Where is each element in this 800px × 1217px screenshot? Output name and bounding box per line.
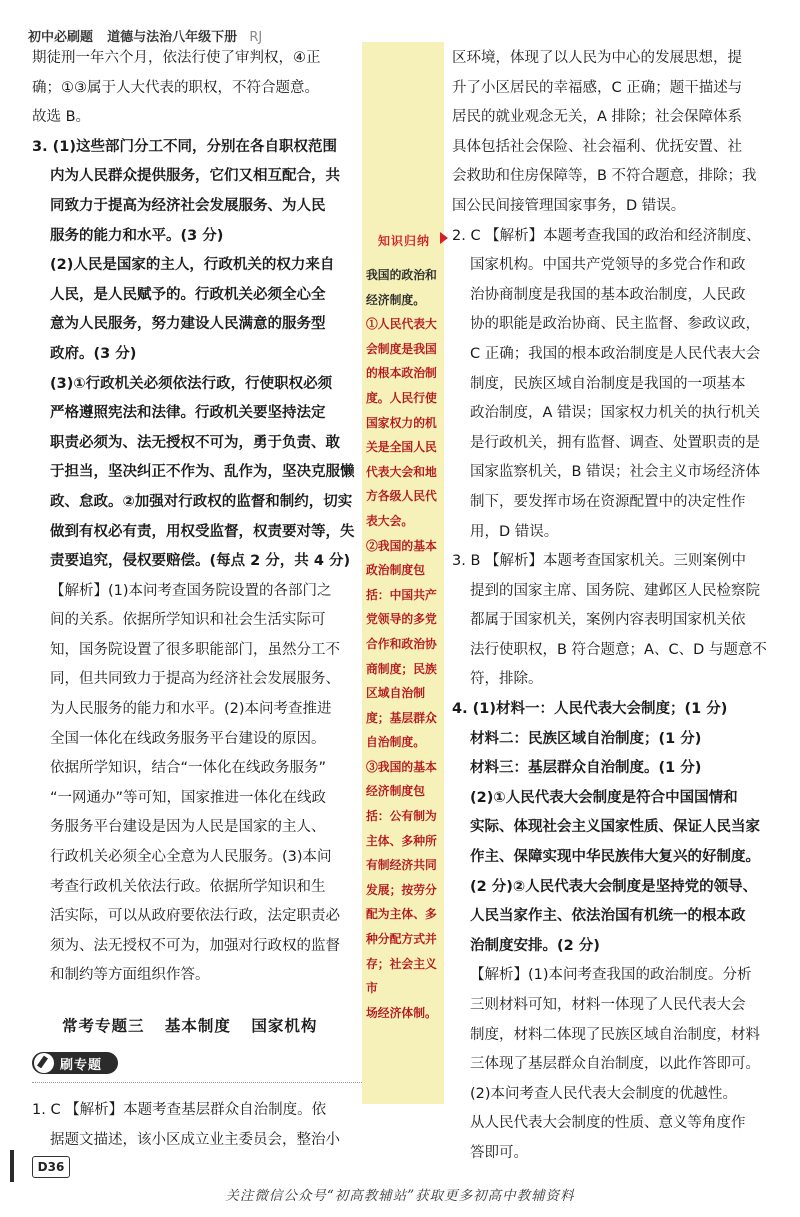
question-number: 3. [32,138,48,155]
page-edge-bar [10,1150,14,1182]
sidebar-line: 我国的政治和 [366,268,437,282]
text-line: 居民的就业观念无关，A 排除；社会保障体系 [452,109,743,126]
text-line: 人民当家作主、依法治国有机统一的根本政 [470,908,746,925]
text-line: 人民，是人民赋予的。行政机关必须全心全 [50,286,326,303]
text-line: 作主、保障实现中华民族伟大复兴的好制度。 [470,849,760,866]
sidebar-body [366,263,444,1025]
section-label: 常考专题三 [62,1017,145,1035]
text-line: 全国一体化在线政务服务平台建设的原因。 [50,730,326,747]
text-line: 政、怠政。②加强对行政权的监督和制约，切实 [50,493,353,510]
text-line: 制度，材料二体现了民族区域自治制度，材料 [470,1026,760,1043]
text-line: 行政机关必须全心全意为人民服务。(3)本问 [50,849,332,866]
text-line: 须为、法无授权不可为，加强对行政权的监督 [50,937,340,954]
text-line: 务服务平台建设是因为人民是国家的主人、 [50,819,326,836]
text-line: 实际、体现社会主义国家性质、保证人民当家 [470,819,760,836]
text-line: 间的关系。依据所学知识和社会生活实际可 [50,612,326,629]
sidebar-line: 代表大会和地 [366,464,437,479]
text-line: (2 分)②人民代表大会制度是坚持党的领导、 [470,878,758,895]
book-subject: 道德与法治八年级下册 [107,30,238,45]
text-line: 都属于国家机关，案例内容表明国家机关依 [470,612,746,629]
text-line: 答即可。 [470,1144,528,1161]
arrow-right-icon [440,232,448,244]
sidebar-line: 商制度；民族 [366,661,437,676]
text-line: (2)①人民代表大会制度是符合中国国情和 [470,789,738,806]
text-line: 同，但共同致力于提高为经济社会发展服务、 [50,671,340,688]
sidebar-line: 有制经济共同 [366,858,437,873]
page-header [28,26,262,45]
text-line: 符，排除。 [470,671,543,688]
text-line: 提到的国家主席、国务院、建邺区人民检察院 [470,582,760,599]
text-line: C 正确；我国的根本政治制度是人民代表大会 [470,345,761,362]
sidebar-line: ③我国的基本 [366,759,437,774]
text-line: 知，国务院设置了很多职能部门，虽然分工不 [50,641,340,658]
text-line: 具体包括社会保险、社会福利、优抚安置、社 [452,138,742,155]
sidebar-line: 主体、多种所 [366,833,437,848]
text-line: 国家监察机关，B 错误；社会主义市场经济体 [470,464,761,481]
text-line: 意为人民服务，努力建设人民满意的服务型 [50,316,326,333]
sidebar-line: 政治制度包 [366,563,425,578]
badge-label: 刷专题 [60,1058,103,1073]
sidebar-line: 自治制度。 [366,735,425,750]
text-line: 故选 B。 [32,109,91,126]
text-line: 服务的能力和水平。(3 分) [50,227,224,244]
sidebar-line: 场经济体制。 [366,1005,437,1020]
text-line: 确；①③属于人大代表的职权，不符合题意。 [32,79,319,96]
text-line: 活实际，可以从政府要依法行政，法定职责必 [50,908,340,925]
sidebar-line: 表大会。 [366,513,414,528]
sidebar-line: 度。人民行使 [366,390,437,405]
text-line: 据题文描述，该小区成立业主委员会，整治小 [50,1131,340,1148]
sidebar-line: 合作和政治协 [366,636,437,651]
sidebar-line: 的根本政治制 [366,366,437,381]
text-line: 治协商制度是我国的基本政治制度，人民政 [470,286,746,303]
sidebar-line: 经济制度包 [366,784,425,799]
sidebar-line: 党领导的多党 [366,612,437,627]
text-line: (2)本问考查人民代表大会制度的优越性。 [470,1085,738,1102]
sidebar-line: ①人民代表大 [366,317,437,332]
text-line: (3)①行政机关必须依法行政，行使职权必须 [50,375,333,392]
text-line: 依据所学知识，结合“一体化在线政务服务” [50,760,327,777]
practice-badge [32,1052,120,1076]
book-series: 初中必刷题 [28,30,94,45]
sidebar-line: 方各级人民代 [366,489,437,504]
text-line: 做到有权必有责，用权受监督，权责要对等，失 [50,523,355,540]
text-line: 制度，民族区域自治制度是我国的一项基本 [470,375,746,392]
text-line: 制下，要发挥市场在资源配置中的决定性作 [470,493,746,510]
text-line: 材料三：基层群众自治制度。(1 分) [470,760,702,777]
text-line: 政府。(3 分) [50,345,137,362]
text-line: 考查行政机关依法行政。依据所学知识和生 [50,878,326,895]
text-line: 1. C 【解析】本题考查基层群众自治制度。依 [32,1102,327,1118]
text-line: 【解析】(1)本问考查国务院设置的各部门之 [50,582,332,599]
footer-note: 关注微信公众号“初高教辅站”获取更多初高中教辅资料 [225,1188,575,1204]
text-line: 法行使职权，B 符合题意；A、C、D 与题意不 [470,641,767,658]
sidebar-line: 会制度是我国 [366,341,437,356]
right-column [452,44,778,1169]
text-line: 三则材料可知，材料一体现了人民代表大会 [470,997,746,1013]
text-line: 职责必须为、法无授权不可为，勇于负责、敢 [50,434,340,451]
answer-3 [32,133,360,991]
sidebar-title: 知识归纳 [378,234,431,248]
text-line: 责要追究，侵权要赔偿。(每点 2 分，共 4 分) [50,553,351,570]
text-line: 同致力于提高为经济社会发展服务、为人民 [50,197,326,214]
sidebar-line: ②我国的基本 [366,538,437,553]
sidebar-line: 区域自治制 [366,686,425,701]
answer-1 [32,1096,360,1155]
answer-3-line: 3. B 【解析】本题考查国家机关。三则案例中 [452,553,746,570]
text-line: (1)这些部门分工不同，分别在各自职权范围 [52,138,338,155]
text-line: 和制约等方面组织作答。 [50,967,210,984]
section-title-part: 国家机构 [251,1017,318,1035]
sidebar-line: 括：公有制为 [366,809,437,824]
book-edition: RJ [249,30,263,45]
text-line: 材料二：民族区域自治制度；(1 分) [470,730,702,747]
text-line: 升了小区居民的幸福感，C 正确；题干描述与 [452,79,743,96]
answer-2-line: 2. C 【解析】本题考查我国的政治和经济制度、 [452,227,761,244]
answer-4-line: 4. (1)材料一：人民代表大会制度；(1 分) [452,701,728,718]
text-line: 于担当，坚决纠正不作为、乱作为，坚决克服懒 [50,464,355,481]
text-line: 会救助和住房保障等，B 不符合题意，排除；我 [452,168,757,185]
brush-icon [34,1053,54,1073]
section-title [62,1014,331,1036]
text-line: 用，D 错误。 [470,523,559,540]
text-line: 是行政机关，拥有监督、调查、处置职责的是 [470,434,760,451]
sidebar-line: 国家权力的机 [366,415,437,430]
sidebar-line: 种分配方式并 [366,932,437,947]
text-line: 期徒刑一年六个月，依法行使了审判权，④正 [32,50,321,66]
text-line: 从人民代表大会制度的性质、意义等角度作 [470,1115,746,1132]
text-line: 国家机构。中国共产党领导的多党合作和政 [470,257,746,274]
text-line: 治制度安排。(2 分) [470,937,600,954]
sidebar-line: 经济制度。 [366,292,425,307]
sidebar-line: 配为主体、多 [366,907,437,922]
text-line: 【解析】(1)本问考查我国的政治制度。分析 [470,967,752,984]
sidebar-line: 度；基层群众 [366,710,437,725]
text-line: “一网通办”等可知，国家推进一体化在线政 [50,789,327,806]
sidebar-line: 括：中国共产 [366,587,437,602]
text-line: 国公民间接管理国家事务，D 错误。 [452,197,686,214]
sidebar-line: 关是全国人民 [366,440,437,455]
text-line: 协的职能是政治协商、民主监督、参政议政， [470,316,760,333]
text-line: 区环境，体现了以人民为中心的发展思想，提 [452,50,742,66]
page-number: D36 [32,1156,70,1178]
sidebar-line: 发展；按劳分 [366,882,437,897]
sidebar-line: 存；社会主义市 [366,956,437,996]
text-line: 为人民服务的能力和水平。(2)本问考查推进 [50,701,332,718]
text-line: 政治制度，A 错误；国家权力机关的执行机关 [470,405,761,422]
text-line: 三体现了基层群众自治制度，以此作答即可。 [470,1056,760,1073]
left-column [32,44,360,991]
section-title-part: 基本制度 [164,1017,231,1035]
divider [32,1082,362,1083]
text-line: (2)人民是国家的主人，行政机关的权力来自 [50,257,335,274]
text-line: 内为人民群众提供服务，它们又相互配合，共 [50,168,340,185]
text-line: 严格遵照宪法和法律。行政机关要坚持法定 [50,405,326,422]
